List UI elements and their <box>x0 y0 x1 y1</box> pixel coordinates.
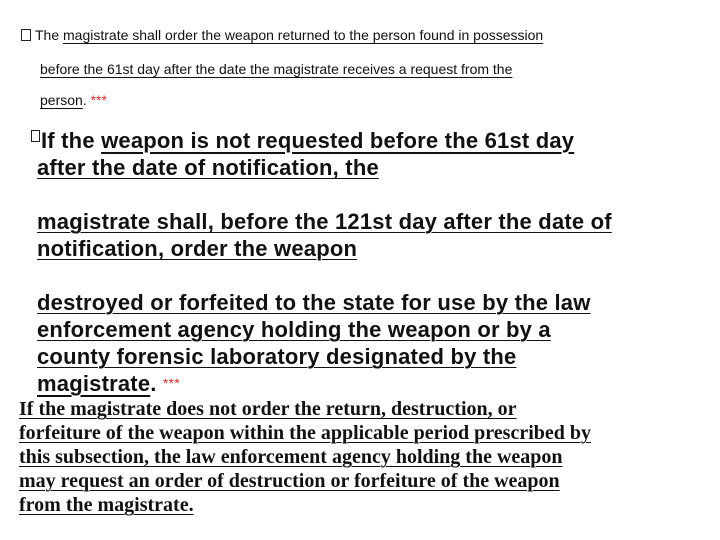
omission-marker: *** <box>162 375 180 391</box>
underlined-text: weapon is not requested before the 61st day <box>101 128 575 153</box>
checkbox-glyph-icon <box>31 130 40 142</box>
checkbox-glyph-icon <box>21 29 31 41</box>
paragraph-3-line-3: this subsection, the law enforcement agency holding the weapon <box>19 446 563 468</box>
omission-marker: *** <box>90 92 107 108</box>
paragraph-1-line-1 <box>21 27 543 43</box>
paragraph-2-line-4: notification, order the weapon <box>37 236 358 261</box>
paragraph-3-line-4: may request an order of destruction or forfeiture of the weapon <box>19 470 560 492</box>
paragraph-3-line-5: from the magistrate. <box>19 494 194 516</box>
paragraph-3-line-2: forfeiture of the weapon within the applicable period prescribed by <box>19 422 592 444</box>
punctuation: . <box>150 371 157 396</box>
paragraph-2-line-5: destroyed or forfeited to the state for use by the law <box>37 290 591 315</box>
text-segment: If the <box>41 128 102 153</box>
paragraph-2-line-2: after the date of notification, the <box>37 155 379 180</box>
paragraph-2-line-7: county forensic laboratory designated by the <box>37 344 517 369</box>
paragraph-2-line-3: magistrate shall, before the 121st day after the date of <box>37 209 612 234</box>
punctuation: . <box>82 92 87 108</box>
underlined-text: magistrate shall order the weapon returned to the person found in possession <box>63 27 544 43</box>
underlined-text: magistrate <box>37 371 151 396</box>
paragraph-2-line-8 <box>37 371 180 397</box>
paragraph-2-line-1 <box>31 128 574 154</box>
paragraph-1-line-2: before the 61st day after the date the magistrate receives a request from the <box>40 61 513 77</box>
underlined-text: person <box>40 92 83 108</box>
paragraph-3-line-1: If the magistrate does not order the return, destruction, or <box>19 398 517 420</box>
text-segment: The <box>35 27 64 43</box>
paragraph-1-line-3 <box>40 92 107 108</box>
paragraph-2-line-6: enforcement agency holding the weapon or by a <box>37 317 551 342</box>
